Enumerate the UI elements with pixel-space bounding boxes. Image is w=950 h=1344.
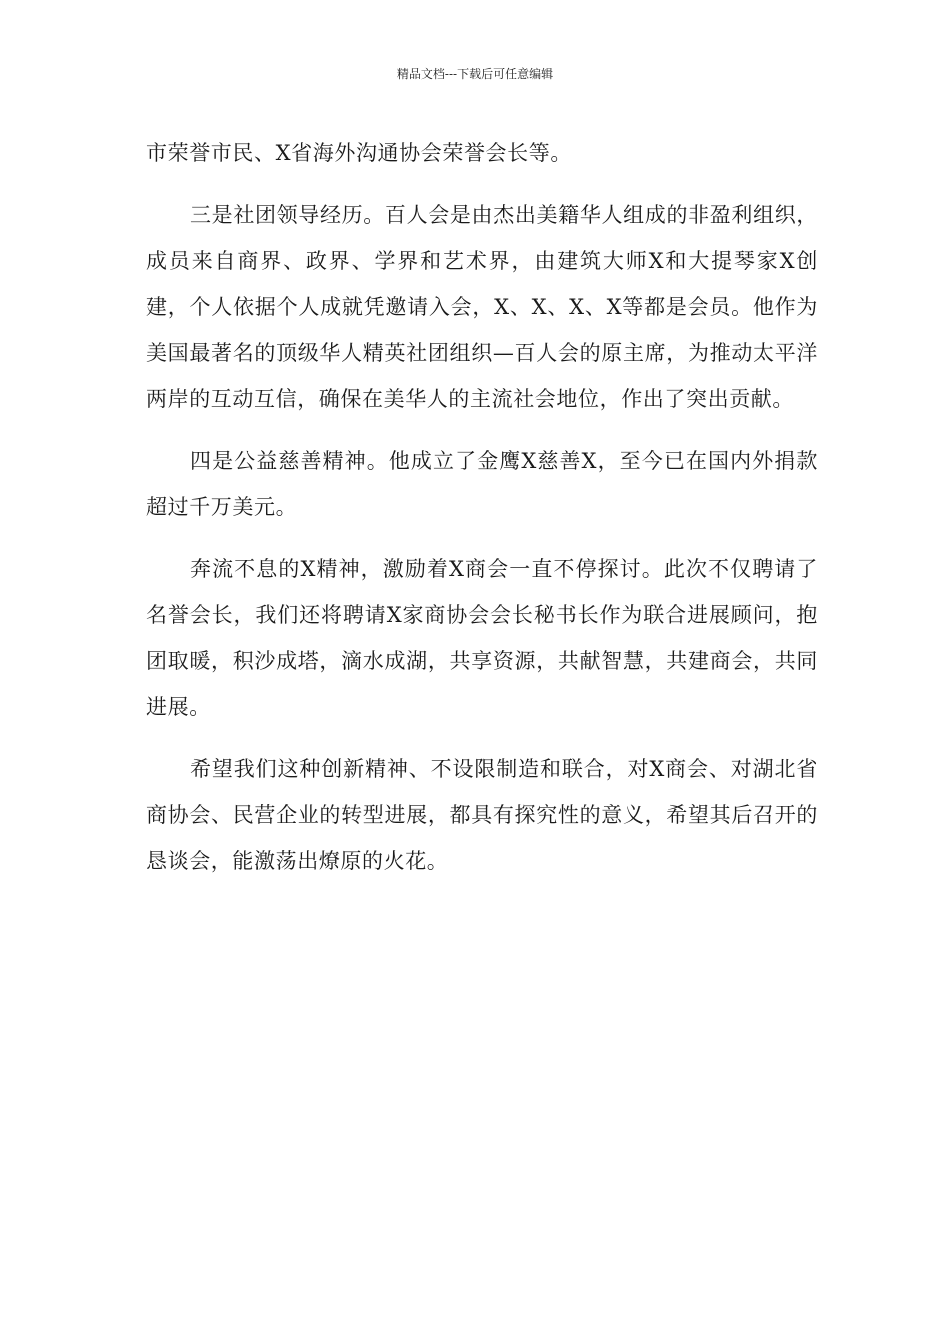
paragraph-charity: 四是公益慈善精神。他成立了金鹰X慈善X，至今已在国内外捐款超过千万美元。 (146, 449, 818, 519)
paragraph-spirit: 奔流不息的X精神，激励着X商会一直不停探讨。此次不仅聘请了名誉会长，我们还将聘请X家商协会会长秘书长作为联合进展顾问，抱团取暖，积沙成塔，滴水成湖，共享资源，共献智慧，共建商会，共同进展。 (146, 557, 818, 719)
paragraph-hope: 希望我们这种创新精神、不设限制造和联合，对X商会、对湖北省商协会、民营企业的转型进展，都具有探究性的意义，希望其后召开的恳谈会，能激荡出燎原的火花。 (146, 757, 818, 873)
page-header: 精品文档---下载后可任意编辑 (396, 67, 554, 81)
paragraph-leadership: 三是社团领导经历。百人会是由杰出美籍华人组成的非盈利组织，成员来自商界、政界、学界和艺术界，由建筑大师X和大提琴家X创建，个人依据个人成就凭邀请入会，X、X、X、X等都是会员。他作为美国最著名的顶级华人精英社团组织—百人会的原主席，为推动太平洋两岸的互动互信，确保在美华人的主流社会地位，作出了突出贡献。 (146, 203, 818, 411)
paragraph-continuation: 市荣誉市民、X省海外沟通协会荣誉会长等。 (146, 141, 572, 165)
document-body (146, 130, 818, 884)
